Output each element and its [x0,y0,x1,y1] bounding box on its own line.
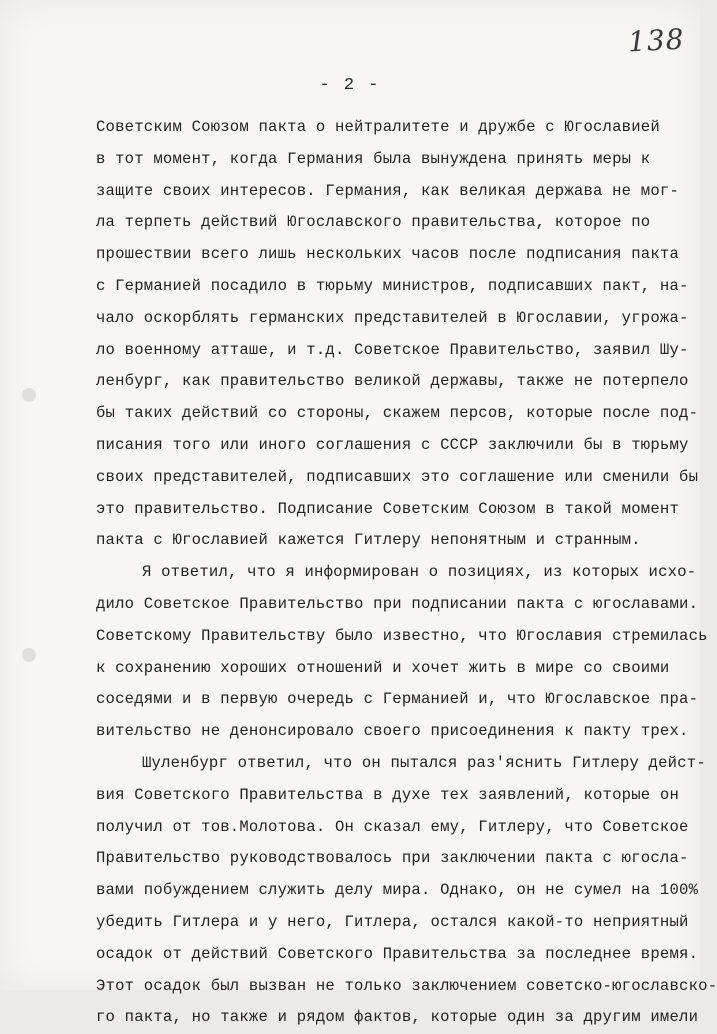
text-line: это правительство. Подписание Советским Союзом в такой момент [96,499,680,518]
text-line: защите своих интересов. Германия, как великая держава не мог- [96,181,680,200]
text-line: дило Советское Правительство при подписании пакта с югославами. [96,594,699,613]
text-line: вия Советского Правительства в духе тех заявлений, которые он [96,785,680,804]
text-line: Правительство руководствовалось при заключении пакта с югосла- [96,849,689,868]
text-line: го пакта, но также и рядом фактов, которые один за другим имели [96,1008,699,1027]
text-line: с Германией посадило в тюрьму министров, подписавших пакт, на- [96,276,689,295]
text-line: убедить Гитлера и у него, Гитлера, остался какой-то неприятный [96,912,689,931]
text-line: прошествии всего лишь нескольких часов после подписания пакта [96,245,680,264]
document-body [96,112,717,1034]
paragraph [96,748,717,1034]
text-line: бы таких действий со стороны, скажем персов, которые после под- [96,404,699,423]
archive-sheet-number: 138 [626,22,685,59]
text-line: Я ответил, что я информирован о позициях, из которых исхо- [142,563,697,582]
text-line: осадок от действий Советского Правительства за последнее время. [96,944,699,963]
paragraph [96,557,708,748]
text-line: чало оскорблять германских представителей в Югославии, угрожа- [96,308,689,327]
text-line: Этот осадок был вызван не только заключением советско-югославско- [96,976,717,995]
text-line: к сохранению хороших отношений и хочет жить в мире со своими [96,658,670,677]
text-line: соседями и в первую очередь с Германией и, что Югославское пра- [96,690,699,709]
paragraph [96,112,699,557]
text-line: вительство не денонсировало своего присоединения к пакту трех. [96,722,689,741]
punch-hole-mark [22,388,36,402]
text-line: Советским Союзом пакта о нейтралитете и дружбе с Югославией [96,118,660,136]
text-line: ла терпеть действий Югославского правительства, которое по [96,213,651,232]
text-line: в тот момент, когда Германия была вынуждена принять меры к [96,149,651,168]
text-line: ленбург, как правительство великой державы, также не потерпело [96,372,689,391]
text-line: своих представителей, подписавших это соглашение или сменили бы [96,467,699,486]
punch-hole-mark [22,648,36,662]
text-line: получил от тов.Молотова. Он сказал ему, Гитлеру, что Советское [96,817,689,836]
text-line: Шуленбург ответил, что он пытался раз'яснить Гитлеру дейст- [142,753,706,772]
text-line: Советскому Правительству было известно, что Югославия стремилась [96,626,708,645]
text-line: пакта с Югославией кажется Гитлеру непонятным и странным. [96,531,641,550]
text-line: ло военному атташе, и т.д. Советское Правительство, заявил Шу- [96,340,689,359]
text-line: писания того или иного соглашения с СССР заключили бы в тюрьму [96,435,689,454]
page-number: - 2 - [319,76,381,95]
text-line: вами побуждением служить делу мира. Однако, он не сумел на 100% [96,881,699,900]
